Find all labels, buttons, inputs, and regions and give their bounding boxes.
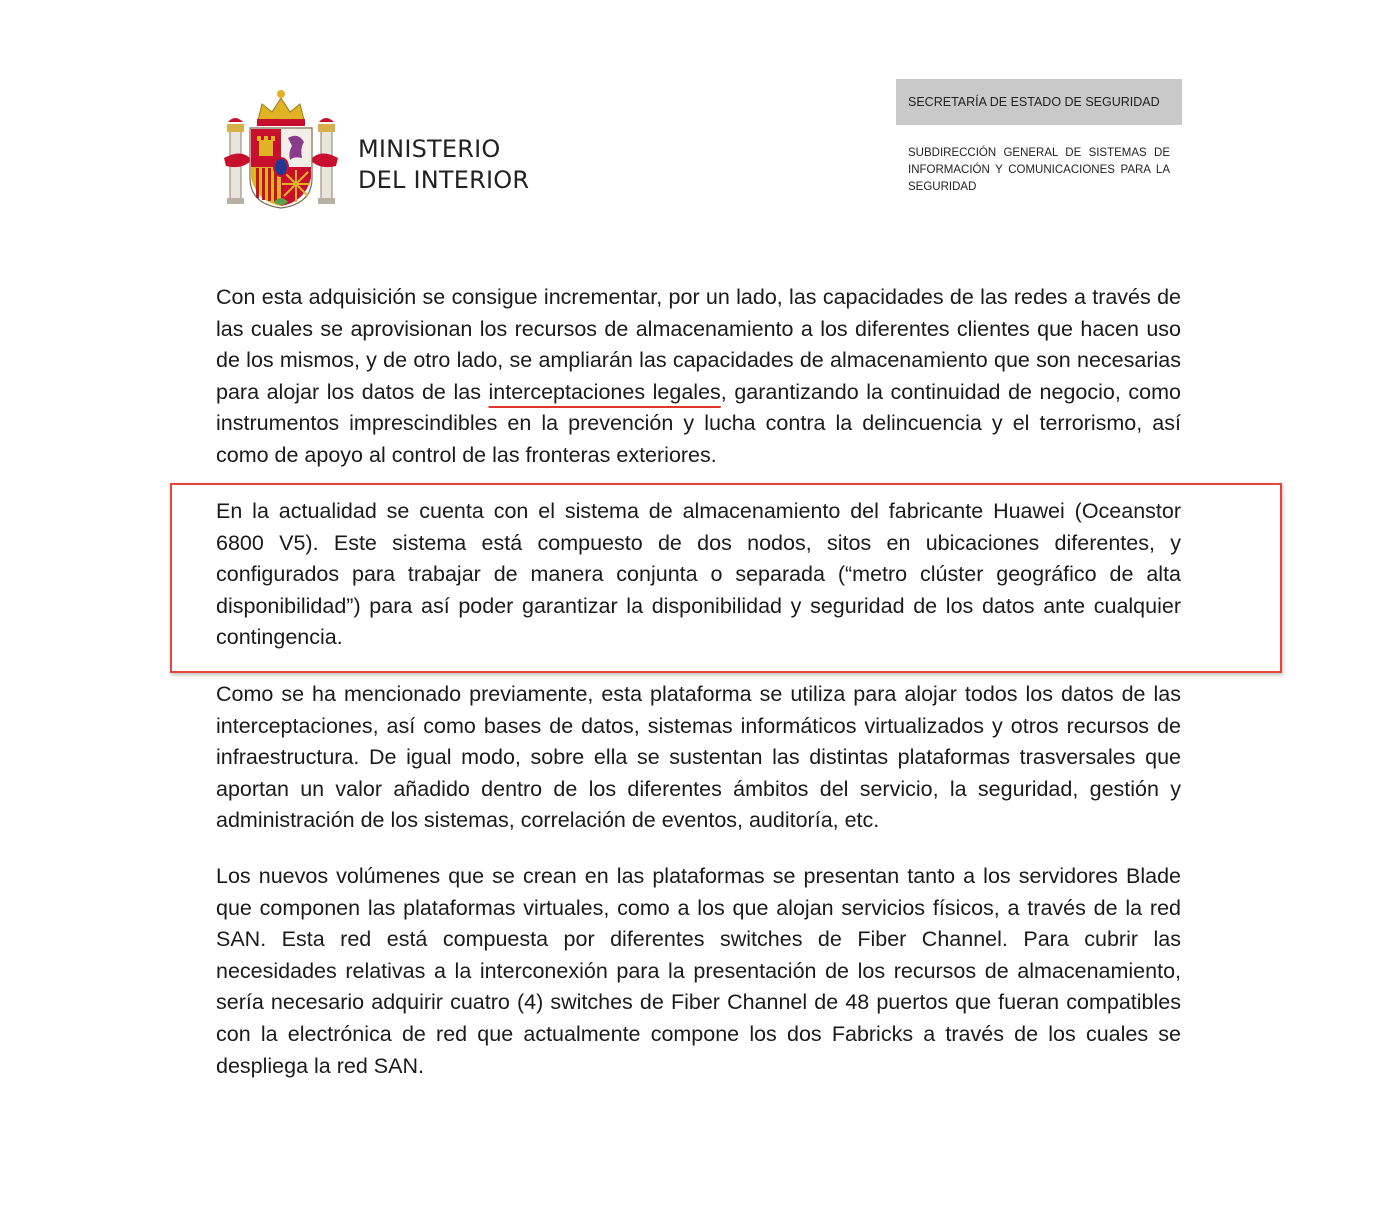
paragraph-4: Los nuevos volúmenes que se crean en las plataformas se presentan tanto a los servidores Blade que componen las plataformas virtuales, como a los que alojan servicios físicos, a través de la red SAN. Esta red está compuesta por diferentes switches de Fiber Channel. Para cubrir las necesidades relativas a la interconexión para la presentación de los recursos de almacenamiento, sería necesario adquirir cuatro (4) switches de Fiber Channel de 48 puertos que fueran compatibles con la electrónica de red que actualmente compone los dos Fabricks a través de los cuales se despliega la red SAN.: [216, 864, 1181, 1078]
paragraph-1-start: Con esta adquisición se consigue incrementar, por un lado, las capacidades de las redes a través de las cuales se aprovisionan los recursos de almacenamiento a los diferentes clientes que hacen uso de los mismos, y de otro lado, se ampliarán las capacidades de almacenamiento que son necesarias para alojar los datos de las: [216, 285, 1181, 404]
paragraph-2: En la actualidad se cuenta con el sistema de almacenamiento del fabricante Huawei (Oceanstor 6800 V5). Este sistema está compuesto de dos nodos, sitos en ubicaciones diferentes, y configurados para trabajar de manera conjunta o separada (“metro clúster geográfico de alta disponibilidad”) para así poder garantizar la disponibilidad y seguridad de los datos ante cualquier contingencia.: [216, 499, 1181, 650]
paragraph-3: Como se ha mencionado previamente, esta plataforma se utiliza para alojar todos los datos de las interceptaciones, así como bases de datos, sistemas informáticos virtualizados y otros recursos de infraestructura. De igual modo, sobre ella se sustentan las distintas plataformas trasversales que aportan un valor añadido dentro de los diferentes ámbitos del servicio, la seguridad, gestión y administración de los sistemas, correlación de eventos, auditoría, etc.: [216, 682, 1181, 833]
subdireccion-label: SUBDIRECCIÓN GENERAL DE SISTEMAS DE INFORMACIÓN Y COMUNICACIONES PARA LA SEGURIDAD: [908, 147, 1170, 193]
spain-coat-of-arms-icon: [222, 86, 340, 212]
ministry-line-2: DEL INTERIOR: [358, 166, 530, 194]
underlined-phrase: interceptaciones legales: [488, 379, 721, 404]
ministry-name: [358, 134, 529, 196]
secretaria-label: SECRETARÍA DE ESTADO DE SEGURIDAD: [896, 79, 1182, 125]
paragraph-1: [216, 282, 1181, 472]
paragraph-1-end: , garantizando la continuidad de negocio, como instrumentos imprescindibles en la prevención y lucha contra la delincuencia y el terrorismo, así como de apoyo al control de las fronteras exteriores.: [216, 379, 1181, 467]
ministry-line-1: MINISTERIO: [358, 135, 501, 163]
